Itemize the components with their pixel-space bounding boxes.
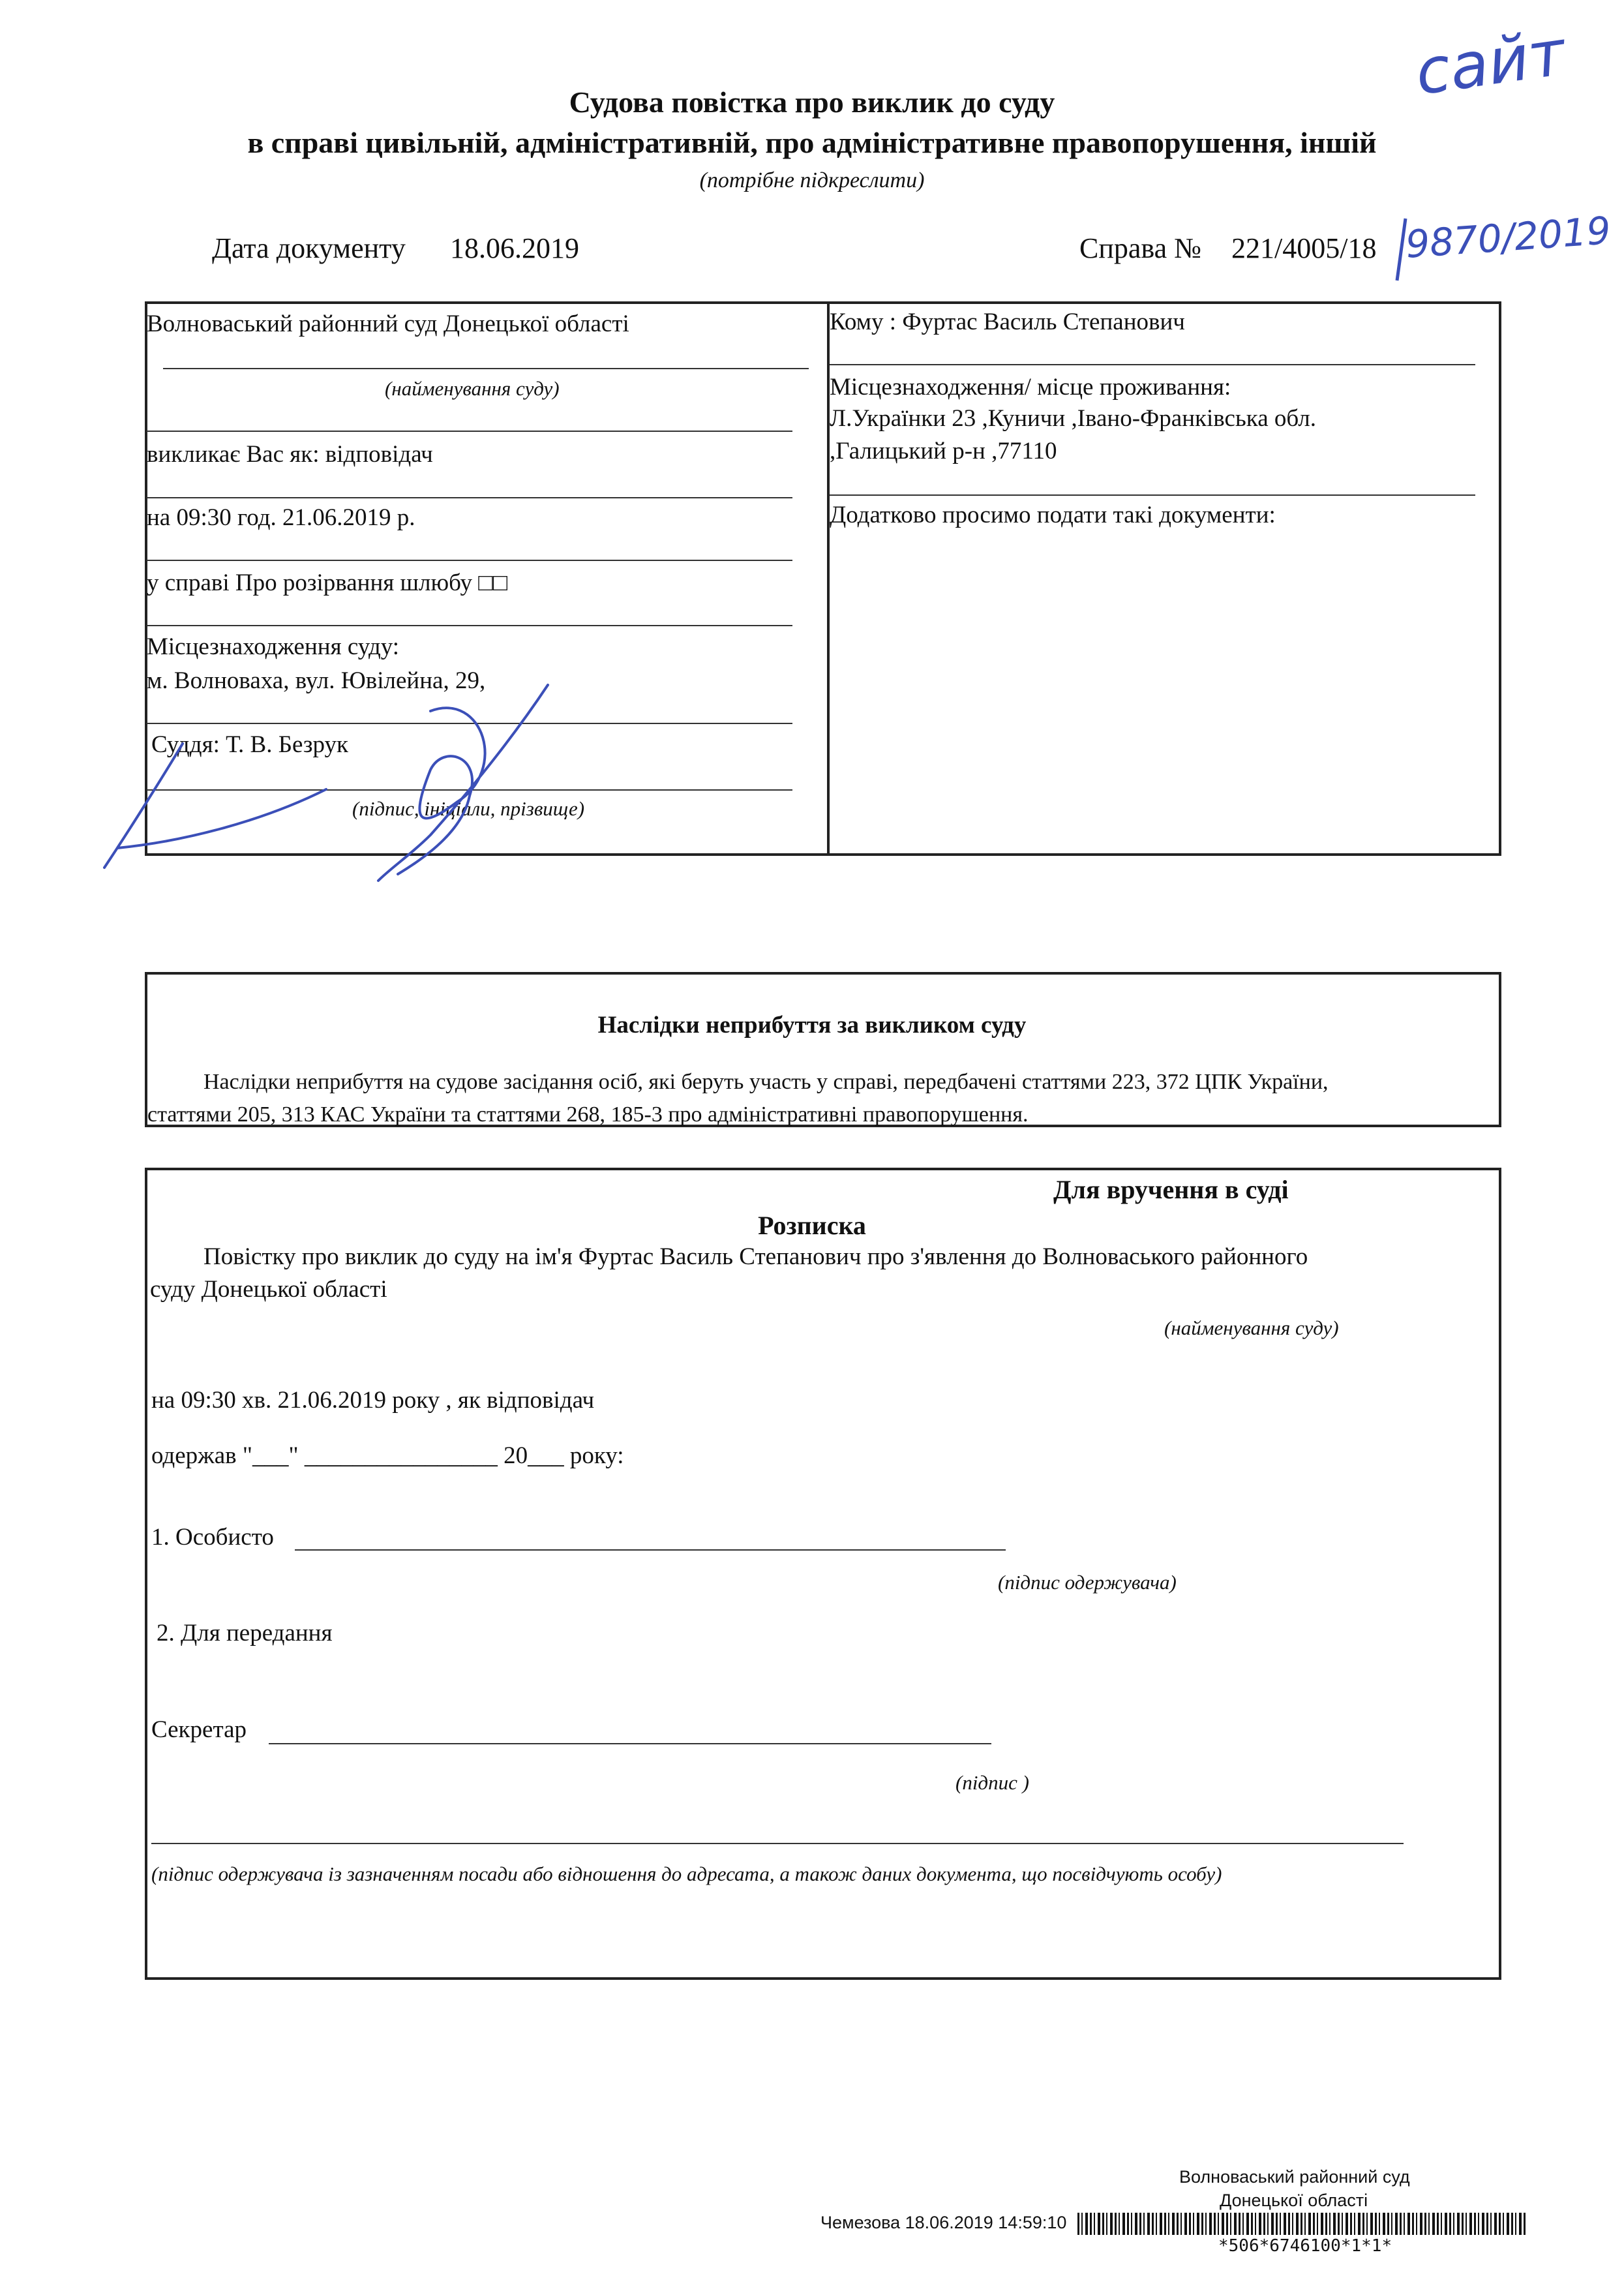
receipt-line2: суду Донецької області [150, 1276, 387, 1303]
court-location-value: м. Волноваха, вул. Ювілейна, 29, [147, 667, 486, 694]
document-date-value: 18.06.2019 [450, 232, 579, 264]
document-title: Судова повістка про виклик до суду [569, 85, 1055, 119]
document-subtitle: в справі цивільній, адміністративній, про адміністративне правопорушення, іншій [247, 126, 1377, 159]
clerk-timestamp: Чемезова 18.06.2019 14:59:10 [820, 2213, 1067, 2232]
receipt-time: на 09:30 хв. 21.06.2019 року , як відповідач [151, 1387, 595, 1414]
personally-label: 1. Особисто [151, 1524, 274, 1551]
barcode [1077, 2213, 1527, 2235]
recipient-address-line2: ,Галицький р-н ,77110 [830, 438, 1057, 464]
stamp-court-line2: Донецької області [1220, 2191, 1368, 2210]
document-date-label: Дата документу [212, 232, 406, 264]
case-number-value: 221/4005/18 [1231, 232, 1377, 264]
recipient-address-line1: Л.Українки 23 ,Куничи ,Івано-Франківська обл. [830, 405, 1317, 432]
extra-documents: Додатково просимо подати такі документи: [830, 502, 1276, 528]
barcode-text: *506*6746100*1*1* [1218, 2236, 1392, 2256]
secretary-signature-caption: (підпис ) [955, 1771, 1029, 1794]
recipient: Кому : Фуртас Василь Степанович [830, 309, 1185, 335]
recipient-address-label: Місцезнаходження/ місце проживання: [830, 374, 1231, 401]
court-name-caption: (найменування суду) [385, 377, 560, 400]
court-location-label: Місцезнаходження суду: [147, 633, 400, 660]
secretary-label: Секретар [151, 1716, 247, 1743]
consequences-title: Наслідки неприбуття за викликом суду [597, 1012, 1027, 1039]
case-handwritten-number: 9870/2019 [1404, 208, 1612, 267]
underline-note: (потрібне підкреслити) [699, 168, 925, 192]
case-subject: у справі Про розірвання шлюбу □□ [147, 569, 507, 596]
receipt-court-caption: (найменування суду) [1164, 1316, 1339, 1339]
called-as: викликає Вас як: відповідач [147, 441, 433, 468]
hearing-time: на 09:30 год. 21.06.2019 р. [147, 504, 415, 531]
judge-signature [91, 672, 561, 887]
receipt-title: Розписка [758, 1211, 866, 1240]
case-number-label: Справа № [1079, 232, 1202, 264]
received-date: одержав "___" ________________ 20___ року: [151, 1442, 624, 1469]
for-transfer-label: 2. Для передання [157, 1620, 333, 1646]
receipt-line1: Повістку про виклик до суду на ім'я Фуртас Василь Степанович про з'явлення до Волноваського районного [203, 1243, 1308, 1270]
consequences-line2: статтями 205, 313 КАС України та статтями 268, 185-3 про адміністративні правопорушення. [147, 1102, 1029, 1127]
judge-name: Суддя: Т. В. Безрук [151, 731, 348, 758]
court-name: Волноваський районний суд Донецької області [147, 311, 629, 337]
stamp-court-line1: Волноваський районний суд [1179, 2167, 1410, 2187]
consequences-line1: Наслідки неприбуття на судове засідання осіб, які беруть участь у справі, передбачені статтями 223, 372 ЦПК України, [203, 1070, 1329, 1094]
for-court-delivery: Для вручення в суді [1053, 1175, 1289, 1204]
recipient-signature-caption: (підпис одержувача) [998, 1571, 1177, 1594]
handwritten-bracket [1389, 215, 1415, 287]
handwritten-site-mark: сайт [1411, 16, 1570, 110]
judge-signature-caption: (підпис, ініціали, прізвище) [352, 797, 585, 820]
recipient-signature-note: (підпис одержувача із зазначенням посади або відношення до адресата, а також даних документа, що посвідчують особу) [151, 1862, 1222, 1885]
